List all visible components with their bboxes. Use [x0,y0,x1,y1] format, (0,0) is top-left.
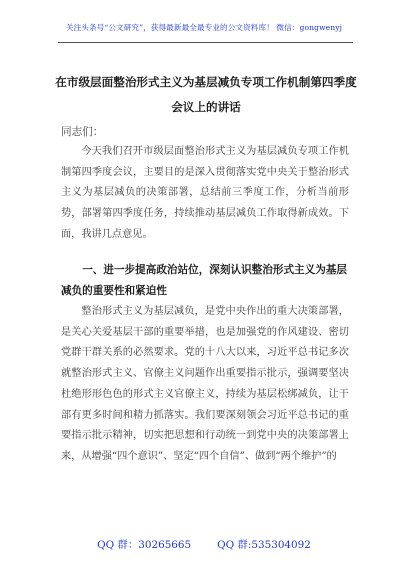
intro-paragraph: 今天我们召开市级层面整治形式主义为基层减负专项工作机制第四季度会议，主要目的是深入贯彻落实党中央关于整治形式主义为基层减负的决策部署，总结前三季度工作，分析当前形势，部署第四季度任务，持续推动基层减负工作取得新成效。下面，我讲几点意见。 [61,146,349,240]
document-title: 在市级层面整治形式主义为基层减负专项工作机制第四季度会议上的讲话 [55,75,357,114]
section-paragraph: 整治形式主义为基层减负，是党中央作出的重大决策部署，是关心关爱基层干部的重要举措，也是加强党的作风建设、密切党群干群关系的必然要求。党的十八大以来，习近平总书记多次就整治形式主义、官僚主义问题作出重要指示批示，强调要坚决杜绝形形色色的形式主义官僚主义，持续为基层松绑减负，让干部有更多时间和精力抓落实。我们要深刻领会习近平总书记的重要指示批示精神，切实把思想和行动统一到党中央的决策部署上来，从增强“四个意识”、坚定“四个自信”、做到“两个维护”的 [61,306,349,462]
qq-group-secondary[interactable]: QQ 群:535304092 [217,539,311,551]
header-divider [58,42,353,43]
section-heading: 一、进一步提高政治站位，深刻认识整治形式主义为基层减负的重要性和紧迫性 [61,264,348,297]
footer-qq-groups [0,536,408,551]
qq-group-primary[interactable]: QQ 群：30265665 [97,539,192,551]
header-banner[interactable]: 关注头条号“公文研究”，获得最新最全最专业的公文资料库！ 微信：gongwenyj [65,23,343,32]
salutation: 同志们： [61,126,104,138]
